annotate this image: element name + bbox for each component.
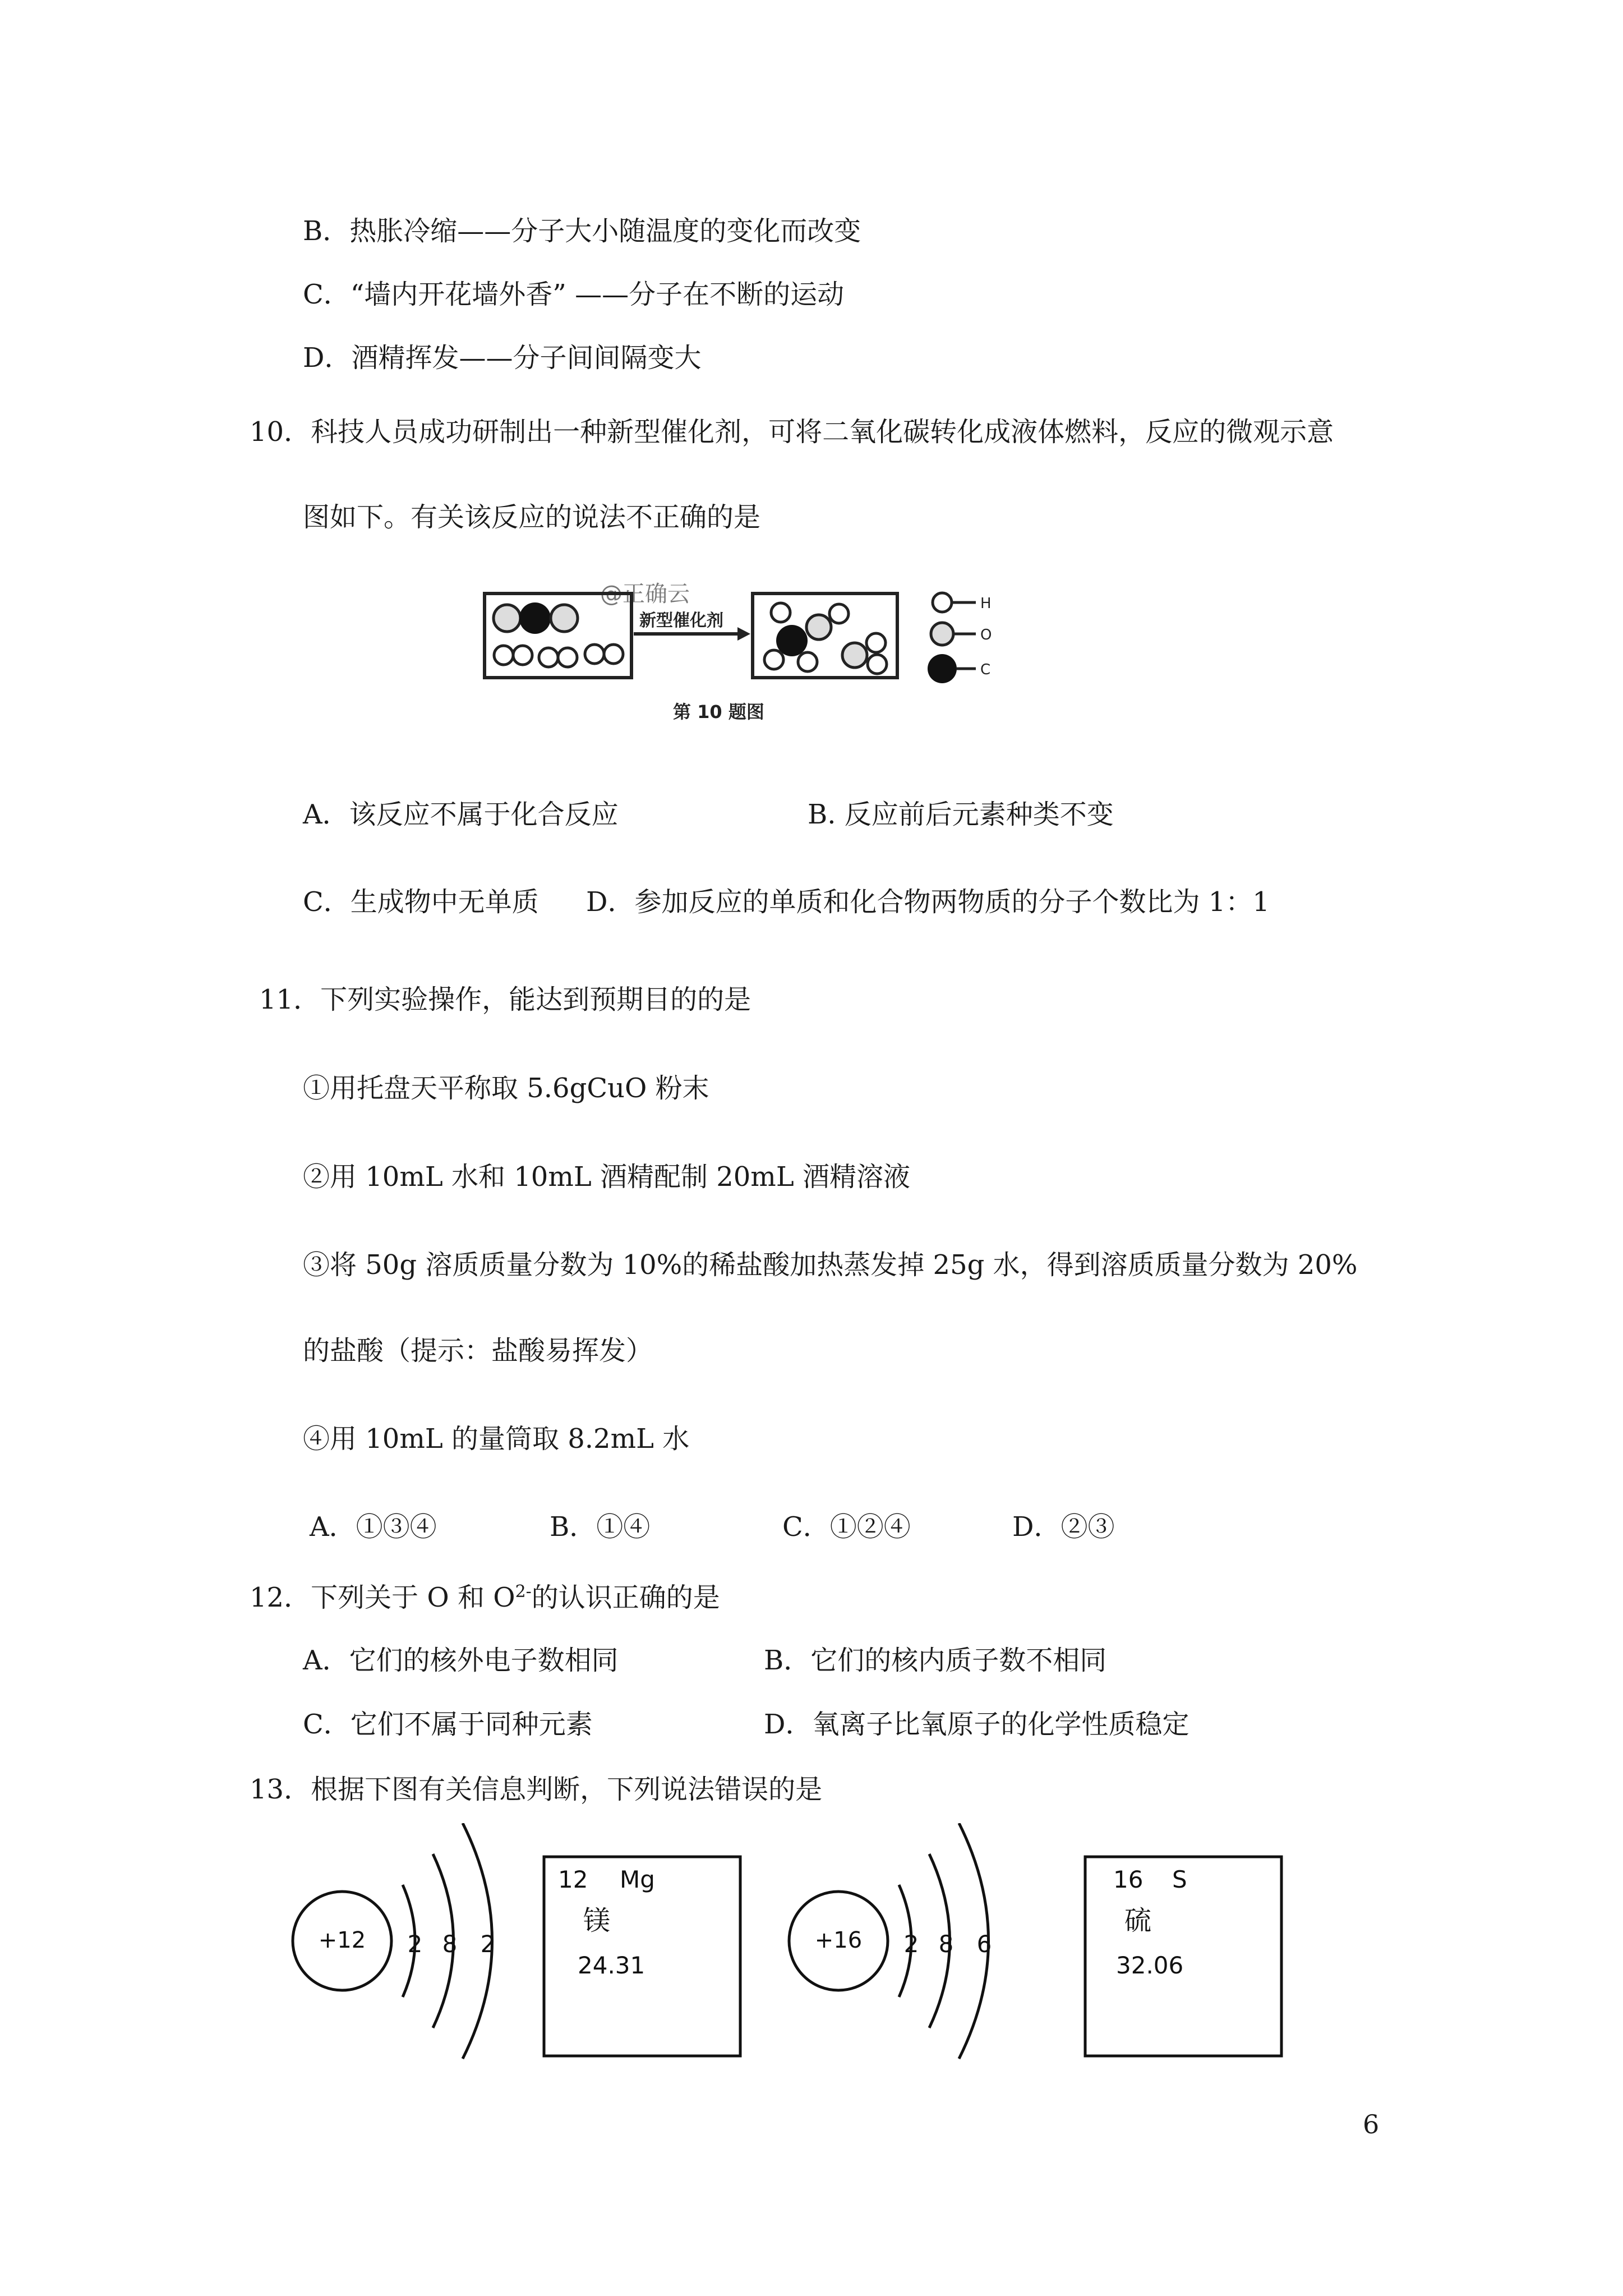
q11-stem: 11．下列实验操作，能达到预期目的的是 [259,984,751,1015]
s-name: 硫 [1124,1905,1152,1936]
legend-c-atom [928,654,957,683]
s-atomic-number: 16 [1113,1866,1144,1893]
legend-c-label: C [980,661,991,678]
q10-option-c: C．生成物中无单质 [303,886,539,918]
q13-figure [280,1823,1318,2115]
h-atom [866,633,886,652]
q12-option-d: D．氧离子比氧原子的化学性质稳定 [764,1709,1189,1740]
o-atom [551,605,578,632]
q12-stem-superscript: 2- [515,1582,532,1602]
q11-option-b: B．①④ [550,1511,651,1543]
q13-stem: 13．根据下图有关信息判断，下列说法错误的是 [250,1774,823,1805]
o-atom [494,605,520,632]
mg-name: 镁 [583,1905,611,1936]
q11-option-a: A．①③④ [310,1511,437,1543]
h-atom [771,603,790,622]
c-atom [519,602,551,634]
q11-item-4: ④用 10mL 的量筒取 8.2mL 水 [303,1423,690,1455]
q12-stem-before: 12．下列关于 O 和 O [250,1582,515,1613]
q10-arrow-label: 新型催化剂 [639,611,723,631]
h-atom [513,646,532,665]
legend-h-atom [933,593,952,612]
q11-option-c: C．①②④ [782,1511,911,1543]
h-atom [868,655,887,674]
mg-shell-3-electrons: 2 [480,1930,496,1958]
h-atom [558,648,577,667]
q11-item-3: ③将 50g 溶质质量分数为 10%的稀盐酸加热蒸发掉 25g 水，得到溶质质量分数为 20% [303,1249,1358,1281]
s-symbol: S [1172,1866,1187,1893]
q10-figure-caption: 第 10 题图 [673,701,764,723]
s-shell-1-electrons: 2 [903,1930,919,1958]
mg-shell-2-electrons: 8 [442,1930,458,1958]
q10-stem-line1: 10．科技人员成功研制出一种新型催化剂，可将二氧化碳转化成液体燃料，反应的微观示意 [250,416,1334,448]
q11-item-1: ①用托盘天平称取 5.6gCuO 粉末 [303,1073,709,1104]
mg-symbol: Mg [620,1866,655,1893]
q10-watermark: @正确云 [600,581,690,607]
s-nucleus-charge: +16 [814,1927,863,1953]
h-atom [764,650,783,669]
arrow-head [737,627,750,641]
mg-atomic-number: 12 [558,1866,588,1893]
h-atom [604,645,623,664]
q11-item-2: ②用 10mL 水和 10mL 酒精配制 20mL 酒精溶液 [303,1161,910,1193]
q12-stem [250,1581,720,1614]
s-shell-3-electrons: 6 [976,1930,992,1958]
q12-option-c: C．它们不属于同种元素 [303,1709,593,1740]
q12-option-a: A．它们的核外电子数相同 [303,1645,619,1676]
q10-reaction-figure [482,578,1043,740]
s-shell-2-electrons: 8 [938,1930,954,1958]
mg-atomic-mass: 24.31 [578,1952,645,1979]
h-atom [494,646,513,665]
q10-stem-line2: 图如下。有关该反应的说法不正确的是 [303,501,761,533]
o-atom [842,643,867,668]
q9-option-c: C．“墙内开花墙外香” ——分子在不断的运动 [303,279,845,310]
q12-option-b: B．它们的核内质子数不相同 [764,1645,1107,1676]
q10-option-d: D．参加反应的单质和化合物两物质的分子个数比为 1：1 [586,886,1270,918]
q10-option-b: B. 反应前后元素种类不变 [808,799,1114,830]
q11-option-d: D．②③ [1012,1511,1115,1543]
legend-o-atom [931,623,953,645]
s-atomic-mass: 32.06 [1116,1952,1184,1979]
q9-option-d: D．酒精挥发——分子间间隔变大 [303,342,702,374]
legend-h-label: H [980,595,992,612]
q11-item-3-cont: 的盐酸（提示：盐酸易挥发） [303,1335,653,1366]
mg-nucleus-charge: +12 [318,1927,366,1953]
mg-shell-1-electrons: 2 [407,1930,423,1958]
q12-stem-after: 的认识正确的是 [531,1582,720,1613]
page-number: 6 [1363,2109,1380,2139]
h-atom [585,645,604,664]
h-atom [829,604,849,623]
h-atom [798,652,817,671]
h-atom [539,648,558,667]
o-atom [806,615,831,639]
legend-o-label: O [980,627,992,643]
q10-option-a: A．该反应不属于化合反应 [303,799,619,830]
q9-option-b: B．热胀冷缩——分子大小随温度的变化而改变 [303,215,861,247]
